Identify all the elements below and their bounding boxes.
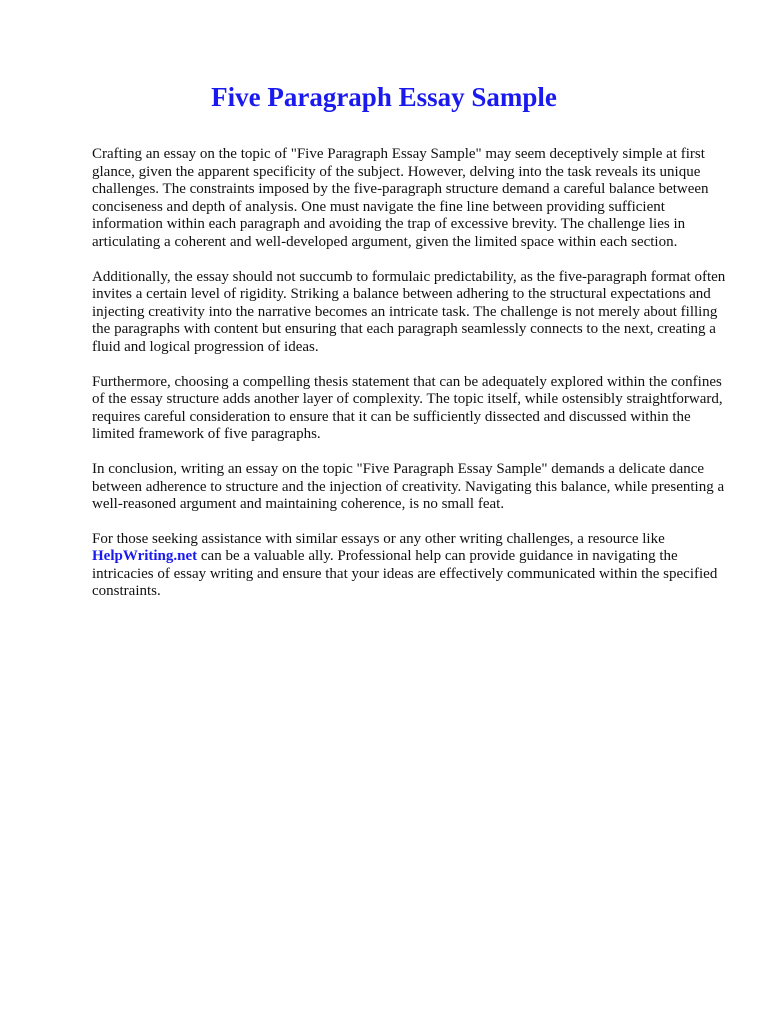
essay-body xyxy=(92,146,732,618)
paragraph-5 xyxy=(92,531,732,601)
paragraph-4: In conclusion, writing an essay on the topic "Five Paragraph Essay Sample" demands a delicate dance between adherence to structure and the injection of creativity. Navigating this balance, while presenting a well-reasoned argument and maintaining coherence, is no small feat. xyxy=(92,460,725,513)
paragraph-2: Additionally, the essay should not succumb to formulaic predictability, as the five-paragraph format often invites a certain level of rigidity. Striking a balance between adhering to the structural expectations and injecting creativity into the narrative becomes an intricate task. The challenge is not merely about filling the paragraphs with content but ensuring that each paragraph seamlessly connects to the next, creating a fluid and logical progression of ideas. xyxy=(92,268,726,355)
helpwriting-link[interactable]: HelpWriting.net xyxy=(92,548,198,565)
paragraph-3: Furthermore, choosing a compelling thesis statement that can be adequately explored within the confines of the essay structure adds another layer of complexity. The topic itself, while ostensibly straightforward, requires careful consideration to ensure that it can be sufficiently dissected and discussed within the limited framework of five paragraphs. xyxy=(92,373,723,443)
page-title: Five Paragraph Essay Sample xyxy=(211,82,557,112)
paragraph-1: Crafting an essay on the topic of "Five Paragraph Essay Sample" may seem deceptively simple at first glance, given the apparent specificity of the subject. However, delving into the task reveals its unique challenges. The constraints imposed by the five-paragraph structure demand a careful balance between conciseness and depth of analysis. One must navigate the fine line between providing sufficient information within each paragraph and avoiding the trap of excessive brevity. The challenge lies in articulating a coherent and well-developed argument, given the limited space within each section. xyxy=(92,146,709,250)
paragraph-5-after-link: can be a valuable ally. Professional help can provide guidance in navigating the intricacies of essay writing and ensure that your ideas are effectively communicated within the specified constraints. xyxy=(92,548,718,600)
paragraph-5-before-link: For those seeking assistance with similar essays or any other writing challenges, a resource like xyxy=(92,530,665,547)
